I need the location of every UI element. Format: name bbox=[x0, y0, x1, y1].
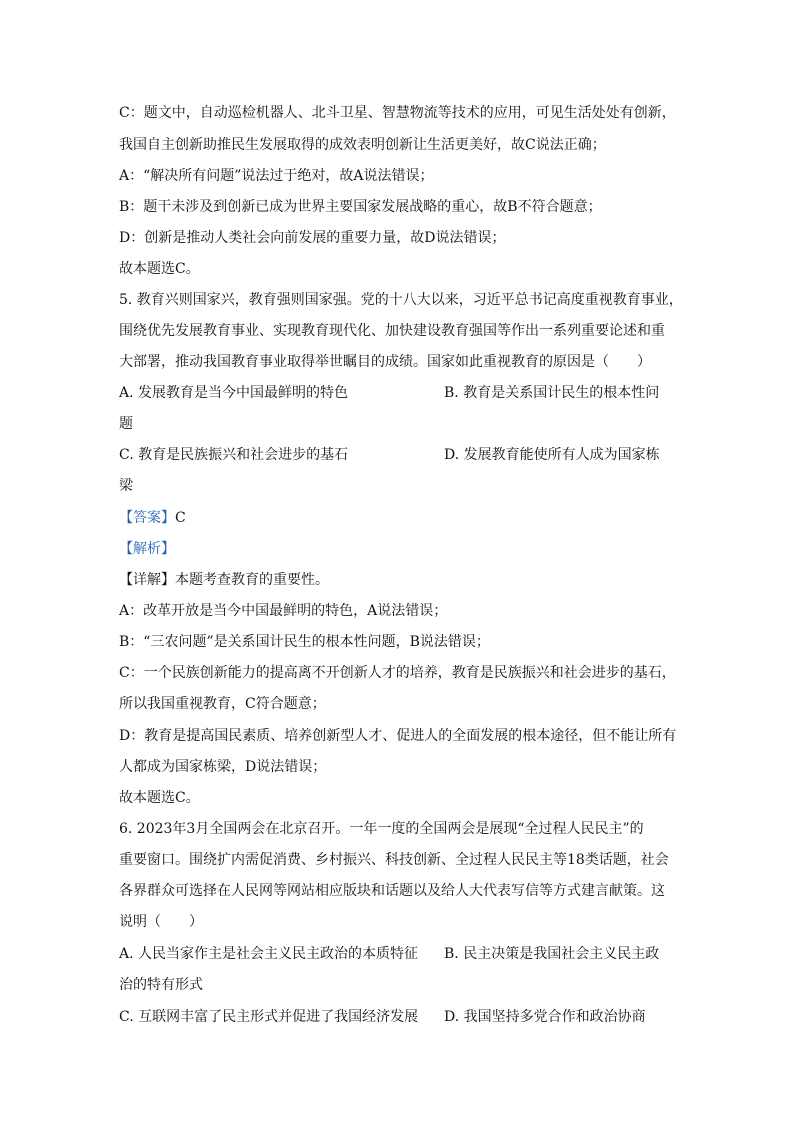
q5-explanation-d-line1: D：教育是提高国民素质、培养创新型人才、促进人的全面发展的根本途径，但不能让所有 bbox=[119, 728, 677, 744]
q5-explanation-a: A：改革开放是当今中国最鲜明的特色，A说法错误； bbox=[119, 603, 448, 619]
q6-stem-line4: 说明（ ） bbox=[119, 914, 203, 930]
q6-option-d: D. 我国坚持多党合作和政治协商 bbox=[444, 1009, 646, 1025]
analysis-tag: 【解析】 bbox=[119, 541, 175, 557]
q6-option-b-line1: B. 民主决策是我国社会主义民主政 bbox=[444, 946, 660, 962]
q5-option-a: A. 发展教育是当今中国最鲜明的特色 bbox=[119, 385, 349, 401]
q6-stem-line1: 6. 2023年3月全国两会在北京召开。一年一度的全国两会是展现“全过程人民民主”的 bbox=[119, 821, 644, 837]
q6-option-b-line2: 治的特有形式 bbox=[119, 977, 203, 993]
q5-option-d-line1: D. 发展教育能使所有人成为国家栋 bbox=[444, 447, 660, 463]
q5-explanation-c-line2: 所以我国重视教育，C符合题意； bbox=[119, 696, 326, 712]
prev-explanation-c-line2: 我国自主创新助推民生发展取得的成效表明创新让生活更美好，故C说法正确； bbox=[119, 137, 606, 153]
q5-detail bbox=[119, 570, 329, 590]
prev-conclusion: 故本题选C。 bbox=[119, 261, 200, 277]
q5-explanation-b: B：“三农问题”是关系国计民生的根本性问题，B说法错误； bbox=[119, 634, 490, 650]
answer-tag: 【答案】 bbox=[119, 510, 175, 526]
q5-stem-line3: 大部署，推动我国教育事业取得举世瞩目的成绩。国家如此重视教育的原因是（ ） bbox=[119, 354, 651, 370]
q5-option-b-line2: 题 bbox=[119, 416, 133, 432]
q6-stem-line2: 重要窗口。围绕扩内需促消费、乡村振兴、科技创新、全过程人民民主等18类话题，社会 bbox=[119, 852, 669, 868]
q5-answer bbox=[119, 508, 186, 528]
prev-explanation-a: A：“解决所有问题”说法过于绝对，故A说法错误； bbox=[119, 168, 434, 184]
q6-option-a: A. 人民当家作主是社会主义民主政治的本质特征 bbox=[119, 946, 419, 962]
q5-option-c: C. 教育是民族振兴和社会进步的基石 bbox=[119, 447, 349, 463]
q5-option-b-line1: B. 教育是关系国计民生的根本性问 bbox=[444, 385, 660, 401]
q5-stem-line2: 围绕优先发展教育事业、实现教育现代化、加快建设教育强国等作出一系列重要论述和重 bbox=[119, 323, 665, 339]
q5-stem-line1: 5. 教育兴则国家兴，教育强则国家强。党的十八大以来，习近平总书记高度重视教育事业， bbox=[119, 292, 683, 308]
q5-explanation-d-line2: 人都成为国家栋梁，D说法错误； bbox=[119, 759, 327, 775]
prev-explanation-c-line1: C：题文中，自动巡检机器人、北斗卫星、智慧物流等技术的应用，可见生活处处有创新， bbox=[119, 105, 676, 121]
prev-explanation-b: B：题干未涉及到创新已成为世界主要国家发展战略的重心，故B不符合题意； bbox=[119, 199, 602, 215]
answer-value: C bbox=[175, 510, 186, 526]
detail-tag: 【详解】 bbox=[119, 572, 175, 588]
q5-conclusion: 故本题选C。 bbox=[119, 790, 200, 806]
q6-option-c: C. 互联网丰富了民主形式并促进了我国经济发展 bbox=[119, 1009, 419, 1025]
q5-option-d-line2: 梁 bbox=[119, 478, 133, 494]
q5-explanation-c-line1: C：一个民族创新能力的提高离不开创新人才的培养，教育是民族振兴和社会进步的基石， bbox=[119, 665, 676, 681]
detail-text: 本题考查教育的重要性。 bbox=[175, 572, 329, 588]
prev-explanation-d: D：创新是推动人类社会向前发展的重要力量，故D说法错误； bbox=[119, 230, 506, 246]
q6-stem-line3: 各界群众可选择在人民网等网站相应版块和话题以及给人大代表写信等方式建言献策。这 bbox=[119, 883, 665, 899]
